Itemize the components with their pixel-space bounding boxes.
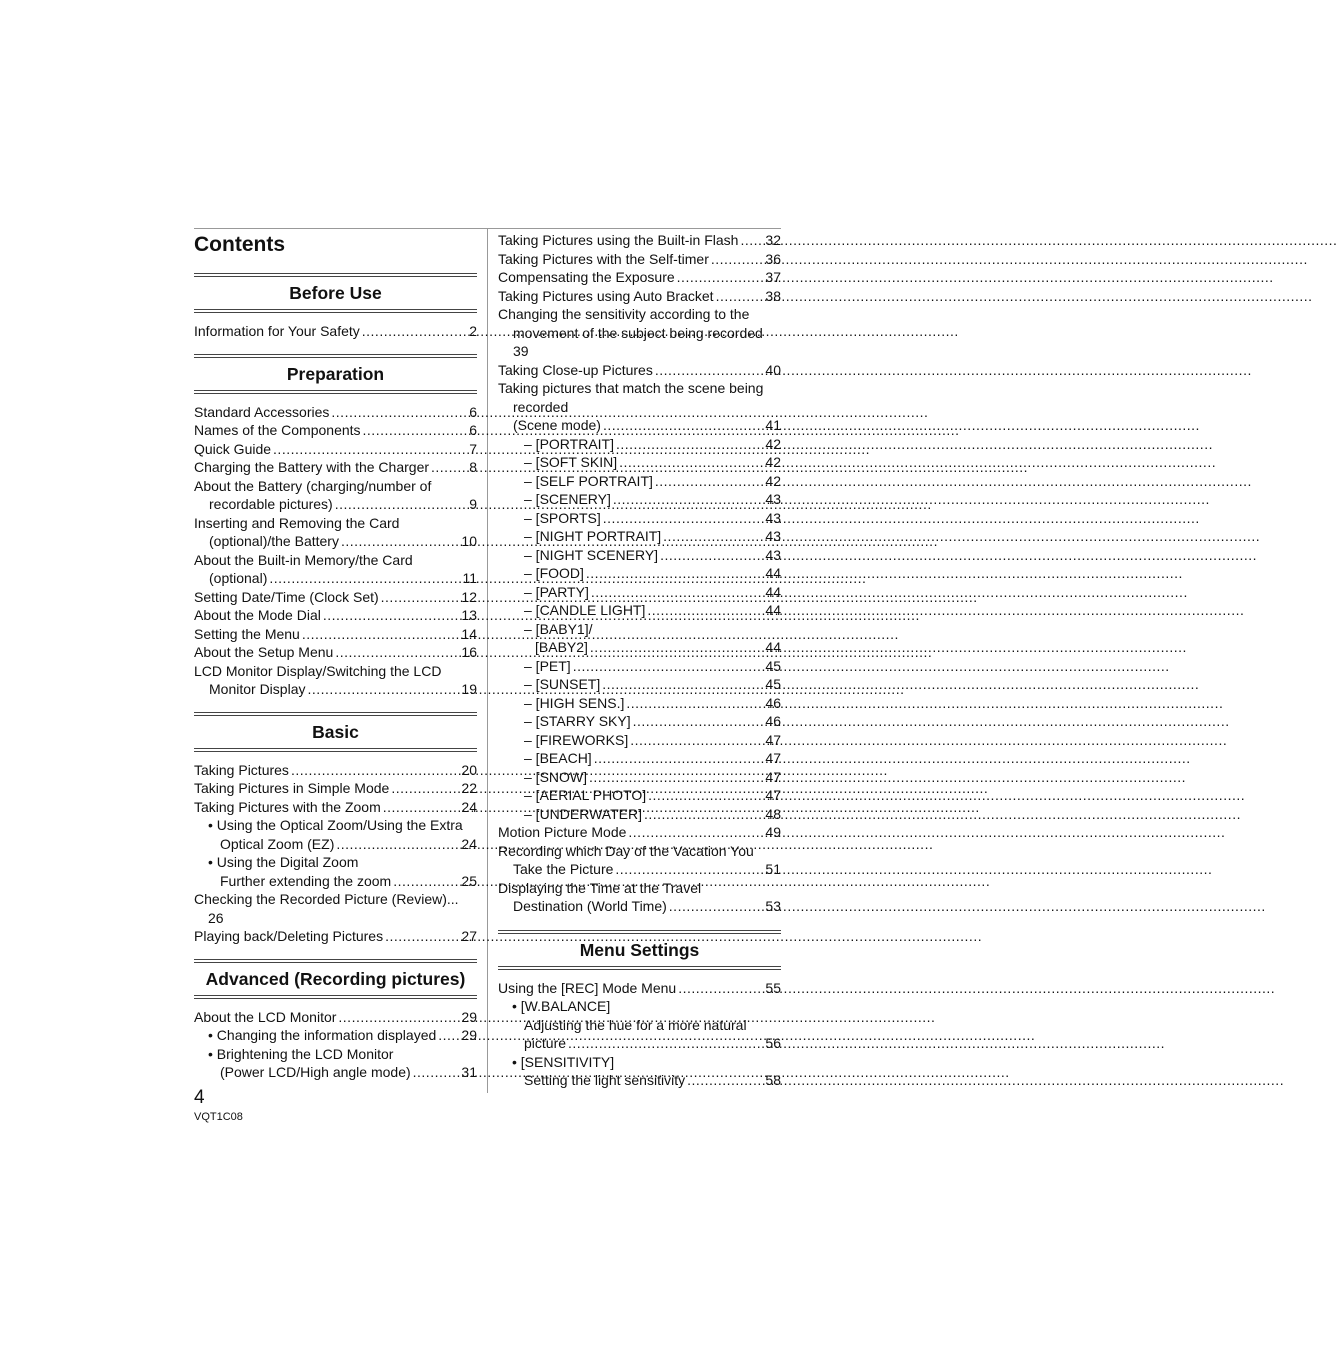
- section-header-menu-settings: [498, 930, 781, 970]
- toc-entry-scene[interactable]: – [UNDERWATER] ..... 48: [498, 805, 781, 824]
- toc-entry-scene[interactable]: – [SNOW] ..... 47: [498, 768, 781, 787]
- toc-entry-line: movement of the subject being recorded: [513, 324, 763, 341]
- toc-entry-line: Displaying the Time at the Travel: [498, 879, 702, 896]
- toc-entry-line: • [W.BALANCE]: [512, 998, 611, 1014]
- toc-entry-line: • Brightening the LCD Monitor: [208, 1045, 394, 1062]
- toc-entry-scene[interactable]: – [NIGHT PORTRAIT] ..... 43: [498, 527, 781, 546]
- toc-entry-scene[interactable]: – [PARTY] ..... 44: [498, 583, 781, 602]
- section-title: Advanced (Recording pictures): [205, 968, 466, 989]
- toc-entry[interactable]: Setting the Menu ..... 14: [194, 625, 477, 644]
- toc-entry[interactable]: Quick Guide ..... 7: [194, 440, 477, 459]
- toc-entry-scene[interactable]: – [SPORTS] ..... 43: [498, 509, 781, 528]
- toc-entry-scene[interactable]: – [SCENERY] ..... 43: [498, 490, 781, 509]
- toc-entry-line: About the Battery (charging/number of: [194, 477, 432, 494]
- toc-entry-scene[interactable]: – [CANDLE LIGHT] ..... 44: [498, 601, 781, 620]
- section-header-basic: [194, 712, 477, 752]
- toc-entry-line: • Using the Optical Zoom/Using the Extra: [208, 817, 463, 833]
- section-title: Before Use: [289, 283, 382, 303]
- toc-entry[interactable]: Motion Picture Mode ..... 49: [498, 823, 781, 842]
- section-title: Menu Settings: [579, 939, 700, 960]
- toc-entry[interactable]: (Scene mode) ..... 41: [498, 416, 781, 435]
- toc-entry-line: Changing the sensitivity according to the: [498, 306, 750, 322]
- toc-entry-scene[interactable]: – [FOOD] ..... 44: [498, 564, 781, 583]
- toc-entry[interactable]: About the Setup Menu ..... 16: [194, 643, 477, 662]
- toc-entry[interactable]: Checking the Recorded Picture (Review) ...: [194, 891, 459, 907]
- toc-entry-page: 39: [513, 343, 529, 359]
- toc-entry[interactable]: Setting the light sensitivity ..... 58: [498, 1071, 781, 1090]
- toc-entry[interactable]: About the LCD Monitor ..... 29: [194, 1008, 477, 1027]
- section-header-advanced: [194, 959, 477, 999]
- toc-entry-scene[interactable]: – [PORTRAIT] ..... 42: [498, 435, 781, 454]
- toc-entry-line: • Using the Digital Zoom: [208, 854, 359, 870]
- toc-entry-line: recorded: [513, 398, 569, 415]
- toc-entry[interactable]: • Changing the information displayed ..... 29: [194, 1026, 477, 1045]
- toc-entry-scene[interactable]: – [STARRY SKY] ..... 46: [498, 712, 781, 731]
- left-column: [194, 229, 477, 1082]
- toc-entry[interactable]: Taking Pictures in Simple Mode ..... 22: [194, 779, 477, 798]
- column-divider: [487, 229, 488, 1093]
- toc-entry[interactable]: Destination (World Time) ..... 53: [498, 897, 781, 916]
- toc-entry-scene[interactable]: – [FIREWORKS] ..... 47: [498, 731, 781, 750]
- toc-entry-scene[interactable]: – [SOFT SKIN] ..... 42: [498, 453, 781, 472]
- toc-entry-line: About the Built-in Memory/the Card: [194, 551, 413, 568]
- toc-entry[interactable]: recordable pictures) ..... 9: [194, 495, 477, 514]
- toc-entry-scene[interactable]: – [SUNSET] ..... 45: [498, 675, 781, 694]
- toc-entry[interactable]: (optional) ..... 11: [194, 569, 477, 588]
- page-number: 4: [194, 1087, 205, 1108]
- page-title: Contents: [194, 233, 285, 256]
- toc-entry-line: • [SENSITIVITY]: [512, 1053, 615, 1070]
- toc-entry[interactable]: Using the [REC] Mode Menu ..... 55: [498, 979, 781, 998]
- toc-entry[interactable]: Charging the Battery with the Charger ..... 8: [194, 458, 477, 477]
- toc-entry-line: Taking pictures that match the scene being: [498, 380, 764, 396]
- toc-entry-line: Inserting and Removing the Card: [194, 514, 400, 531]
- toc-entry[interactable]: Further extending the zoom ..... 25: [194, 872, 477, 891]
- toc-entry[interactable]: Taking Pictures with the Self-timer ..... 36: [498, 250, 781, 269]
- toc-entry[interactable]: Optical Zoom (EZ) ..... 24: [194, 835, 477, 854]
- toc-entry-line: LCD Monitor Display/Switching the LCD: [194, 662, 442, 679]
- toc-entry[interactable]: Names of the Components ..... 6: [194, 421, 477, 440]
- toc-entry-scene[interactable]: – [HIGH SENS.] ..... 46: [498, 694, 781, 713]
- toc-entry[interactable]: Compensating the Exposure ..... 37: [498, 268, 781, 287]
- toc-entry[interactable]: Taking Close-up Pictures ..... 40: [498, 361, 781, 380]
- section-title: Basic: [312, 721, 359, 742]
- toc-entry[interactable]: Information for Your Safety ..... 2: [194, 322, 477, 341]
- toc-entry[interactable]: Standard Accessories ..... 6: [194, 403, 477, 422]
- toc-entry-scene[interactable]: – [SELF PORTRAIT] ..... 42: [498, 472, 781, 491]
- toc-entry[interactable]: Taking Pictures using Auto Bracket ..... 38: [498, 287, 781, 306]
- toc-entry[interactable]: picture ..... 56: [498, 1034, 781, 1053]
- toc-entry[interactable]: Monitor Display ..... 19: [194, 680, 477, 699]
- toc-entry-scene[interactable]: – [NIGHT SCENERY] ..... 43: [498, 546, 781, 565]
- toc-entry[interactable]: Taking Pictures ..... 20: [194, 761, 477, 780]
- toc-entry[interactable]: (Power LCD/High angle mode) ..... 31: [194, 1063, 477, 1082]
- toc-entry[interactable]: Setting Date/Time (Clock Set) ..... 12: [194, 588, 477, 607]
- toc-entry-scene[interactable]: – [BEACH] ..... 47: [498, 749, 781, 768]
- toc-entry-scene[interactable]: – [PET] ..... 45: [498, 657, 781, 676]
- toc-entry[interactable]: Take the Picture ..... 51: [498, 860, 781, 879]
- section-header-before-use: [194, 273, 477, 313]
- toc-entry-line: Adjusting the hue for a more natural: [524, 1016, 747, 1033]
- toc-entry[interactable]: (optional)/the Battery ..... 10: [194, 532, 477, 551]
- toc-entry-line: – [BABY1]/: [524, 620, 593, 637]
- toc-entry[interactable]: About the Mode Dial ..... 13: [194, 606, 477, 625]
- toc-entry-scene[interactable]: – [AERIAL PHOTO] ..... 47: [498, 786, 781, 805]
- toc-entry[interactable]: Taking Pictures using the Built-in Flash ..... 32: [498, 231, 781, 250]
- toc-entry-scene[interactable]: [BABY2] ..... 44: [498, 638, 781, 657]
- section-header-preparation: [194, 354, 477, 394]
- toc-entry-line: Recording which Day of the Vacation You: [498, 842, 754, 859]
- toc-entry[interactable]: Playing back/Deleting Pictures ..... 27: [194, 927, 477, 946]
- document-code: VQT1C08: [194, 1111, 243, 1123]
- toc-entry[interactable]: Taking Pictures with the Zoom ..... 24: [194, 798, 477, 817]
- toc-entry-line: 26: [208, 909, 224, 926]
- section-title: Preparation: [286, 363, 385, 384]
- right-column: [498, 231, 781, 1090]
